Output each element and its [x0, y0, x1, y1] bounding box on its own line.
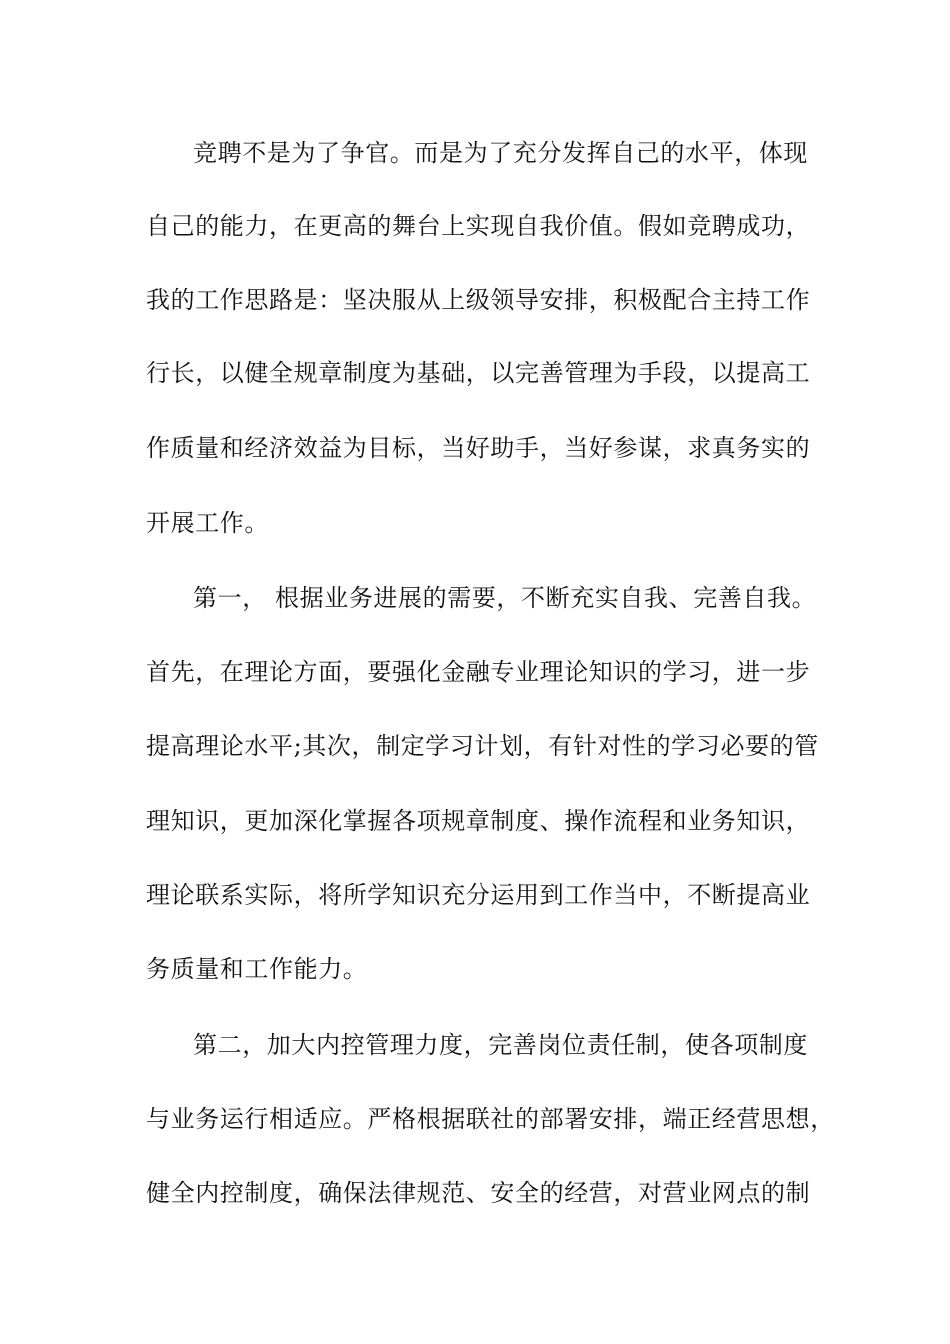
text-line: 与业务运行相适应。严格根据联社的部署安排，端正经营思想， [146, 1105, 835, 1133]
text-line: 竞聘不是为了争官。而是为了充分发挥自己的水平，体现 [193, 139, 808, 167]
text-line: 行长，以健全规章制度为基础，以完善管理为手段，以提高工 [146, 359, 811, 387]
text-line: 理知识，更加深化掌握各项规章制度、操作流程和业务知识， [146, 807, 811, 835]
text-line: 提高理论水平;其次，制定学习计划，有针对性的学习必要的管 [146, 732, 819, 760]
text-line: 首先，在理论方面，要强化金融专业理论知识的学习，进一步 [146, 658, 811, 686]
text-line: 第一， 根据业务进展的需要，不断充实自我、完善自我。 [193, 584, 817, 612]
text-line: 自己的能力，在更高的舞台上实现自我价值。假如竞聘成功， [146, 212, 811, 240]
text-line: 理论联系实际，将所学知识充分运用到工作当中，不断提高业 [146, 881, 811, 909]
text-line: 开展工作。 [146, 509, 269, 537]
text-line: 作质量和经济效益为目标，当好助手，当好参谋，求真务实的 [146, 434, 811, 462]
text-line: 第二，加大内控管理力度，完善岗位责任制，使各项制度 [193, 1031, 808, 1059]
text-line: 务质量和工作能力。 [146, 955, 368, 983]
text-line: 我的工作思路是：坚决服从上级领导安排，积极配合主持工作 [146, 286, 811, 314]
text-line: 健全内控制度，确保法律规范、安全的经营，对营业网点的制 [146, 1179, 811, 1207]
